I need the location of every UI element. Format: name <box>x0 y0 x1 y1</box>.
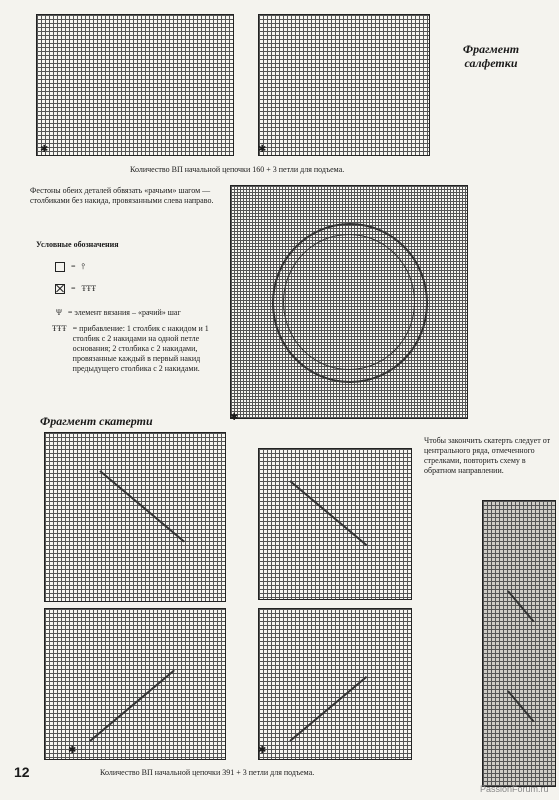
tablecloth-chart-top-left <box>44 432 226 602</box>
legend-text: = <box>71 284 76 293</box>
legend-heading: Условные обозначения <box>36 240 119 249</box>
finish-note: Чтобы закончить скатерть следует от центрального ряда, отмеченного стрелками, повторить схему в обратном направлении. <box>424 436 551 475</box>
empty-square-icon <box>55 262 65 272</box>
edging-note: Фестоны обеих деталей обвязать «рачьим» шагом — столбиками без накида, провязанными слева направо. <box>30 186 214 205</box>
napkin-chart-right <box>258 14 430 156</box>
stitch-dc-icon: ŦŦŦ <box>81 284 97 293</box>
napkin-caption: Количество ВП начальной цепочки 160 + 3 петли для подъема. <box>130 165 345 174</box>
tablecloth-chart-bottom-right <box>258 608 412 760</box>
increase-icon: ŦŦŦ <box>52 324 67 333</box>
tablecloth-chart-top-right <box>258 448 412 600</box>
legend-item-increase <box>52 324 222 374</box>
start-marker-icon: ✱ <box>68 745 77 756</box>
crossed-square-icon <box>55 284 65 294</box>
napkin-medallion-inner <box>283 234 415 370</box>
tablecloth-caption: Количество ВП начальной цепочки 391 + 3 петли для подъема. <box>100 768 315 777</box>
start-marker-icon: ✱ <box>258 144 267 155</box>
stitch-ch-icon: ⫯ <box>81 262 85 271</box>
start-marker-icon: ✱ <box>258 745 267 756</box>
legend-text: = элемент вязания – «рачий» шаг <box>67 308 181 317</box>
tablecloth-title: Фрагмент скатерти <box>40 414 153 428</box>
napkin-title <box>446 42 536 70</box>
napkin-chart-left <box>36 14 234 156</box>
napkin-title-line1: Фрагмент <box>462 42 520 56</box>
start-marker-icon: ✱ <box>40 144 49 155</box>
tablecloth-chart-bottom-left <box>44 608 226 760</box>
crab-stitch-icon: Ψ <box>56 308 62 317</box>
start-marker-icon: ✱ <box>230 412 239 423</box>
tablecloth-edge-strip <box>482 500 556 787</box>
watermark: PassionForum.ru <box>480 784 549 794</box>
legend-item-crab-stitch <box>56 308 181 318</box>
legend-text: = <box>71 262 76 271</box>
legend-item-crossed-square <box>55 284 96 294</box>
napkin-title-line2: салфетки <box>464 56 518 70</box>
legend-text: = прибавление: 1 столбик с накидом и 1 столбик с 2 накидами на одной петле основания; 2 столбика с 2 накидами, провязанные каждый в первый накид предыдущего столбика с 2 накидами. <box>72 324 209 373</box>
legend-item-empty-square <box>55 262 85 272</box>
page-number: 12 <box>14 764 30 780</box>
